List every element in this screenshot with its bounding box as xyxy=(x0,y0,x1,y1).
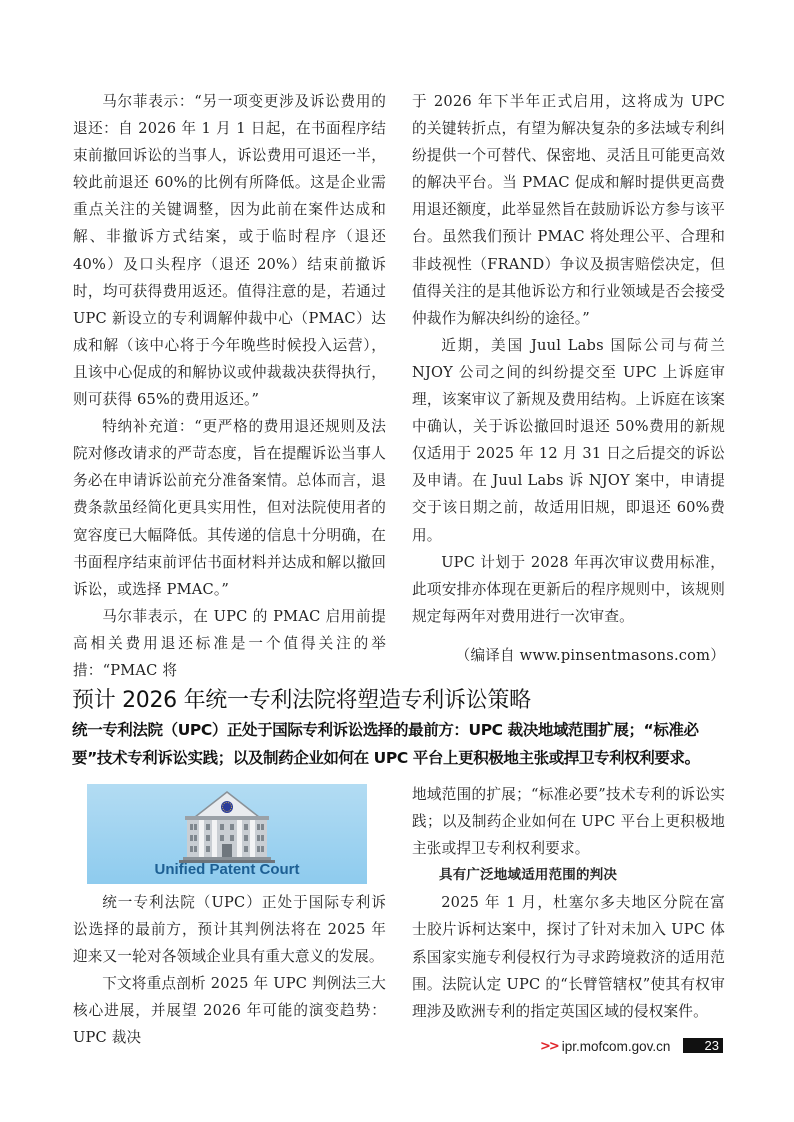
article-subheadline: 统一专利法院（UPC）正处于国际专利诉讼选择的最前方：UPC 裁决地域范围扩展；“标准必要”技术专利诉讼实践；以及制药企业如何在 UPC 平台上更积极地主张或捍卫专利权利要求。 xyxy=(72,721,700,767)
paragraph: 2025 年 1 月，杜塞尔多夫地区分院在富士胶片诉柯达案中，探讨了针对未加入 UPC 体系国家实施专利侵权行为寻求跨境救济的适用范围。法院认定 UPC 的“长臂管辖权”使其有权审理涉及欧洲专利的指定英国区域的侵权案件。 xyxy=(412,894,725,1020)
paragraph: 下文将重点剖析 2025 年 UPC 判例法三大核心进展，并展望 2026 年可能的演变趋势：UPC 裁决 xyxy=(73,975,386,1047)
footer-website-link[interactable]: ipr.mofcom.gov.cn xyxy=(561,1038,671,1054)
paragraph: UPC 计划于 2028 年再次审议费用标准，此项安排亦体现在更新后的程序规则中，该规则规定每两年对费用进行一次审查。 xyxy=(412,553,725,625)
paragraph: 马尔菲表示，在 UPC 的 PMAC 启用前提高相关费用退还标准是一个值得关注的举措：“PMAC 将 xyxy=(73,607,386,679)
article-headline: 预计 2026 年统一专利法院将塑造专利诉讼策略 xyxy=(72,688,531,713)
source-credit: （编译自 www.pinsentmasons.com） xyxy=(455,646,725,664)
paragraph: 地域范围的扩展；“标准必要”技术专利的诉讼实践；以及制药企业如何在 UPC 平台上更积极地主张或捍卫专利权利要求。 xyxy=(412,786,725,858)
article2-left-column xyxy=(73,889,386,1052)
paragraph: 特纳补充道：“更严格的费用退还规则及法院对修改请求的严苛态度，旨在提醒诉讼当事人务必在申请诉讼前充分准备案情。总体而言，退费条款虽经简化更具实用性，但对法院使用者的宽容度已大幅降低。其传递的信息十分明确，在书面程序结束前评估书面材料并达成和解以撤回诉讼，或选择 PMAC。” xyxy=(73,418,386,598)
double-chevron-right-icon: >> xyxy=(540,1038,558,1054)
figure-caption: Unified Patent Court xyxy=(154,861,300,878)
article1-left-column xyxy=(73,88,386,684)
paragraph: 马尔菲表示：“另一项变更涉及诉讼费用的退还：自 2026 年 1 月 1 日起，在书面程序结束前撤回诉讼的当事人，诉讼费用可退还一半，较此前退还 60%的比例有所降低。这是企业需重点关注的关键调整，因为此前在案件达成和解、非撤诉方式结案，或于临时程序（退还 40%）及口头程序（退还 20%）结束前撤诉时，均可获得费用返还。值得注意的是，若通过 UPC 新设立的专利调解仲裁中心（PMAC）达成和解（该中心将于今年晚些时候投入运营），且该中心促成的和解协议或仲裁裁决获得执行，则可获得 65%的费用返还。” xyxy=(73,93,386,409)
page-footer xyxy=(540,1037,670,1055)
subsection-title: 具有广泛地域适用范围的判决 xyxy=(439,867,618,884)
paragraph: 于 2026 年下半年正式启用，这将成为 UPC 的关键转折点，有望为解决复杂的多法域专利纠纷提供一个可替代、保密地、灵活且可能更高效的解决平台。当 PMAC 促成和解时提供更高费用退还额度，此举显然旨在鼓励诉讼方参与该平台。虽然我们预计 PMAC 将处理公平、合理和非歧视性（FRAND）争议及损害赔偿决定，但值得关注的是其他诉讼方和行业领域是否会接受仲裁作为解决纠纷的途径。” xyxy=(412,93,725,327)
article1-right-column xyxy=(412,88,725,669)
article2-right-column xyxy=(412,781,725,1025)
upc-figure xyxy=(87,784,367,884)
paragraph: 近期，美国 Juul Labs 国际公司与荷兰 NJOY 公司之间的纠纷提交至 UPC 上诉庭审理，该案审议了新规及费用结构。上诉庭在该案中确认，关于诉讼撤回时退还 50%费用的新规仅适用于 2025 年 12 月 31 日之后提交的诉讼及申请。在 Juul Labs 诉 NJOY 案中，申请提交于该日期之前，故适用旧规，即退还 60%费用。 xyxy=(412,336,725,544)
paragraph: 统一专利法院（UPC）正处于国际专利诉讼选择的最前方，预计其判例法将在 2025 年迎来又一轮对各领域企业具有重大意义的发展。 xyxy=(73,894,386,966)
page-number: 23 xyxy=(683,1038,723,1053)
